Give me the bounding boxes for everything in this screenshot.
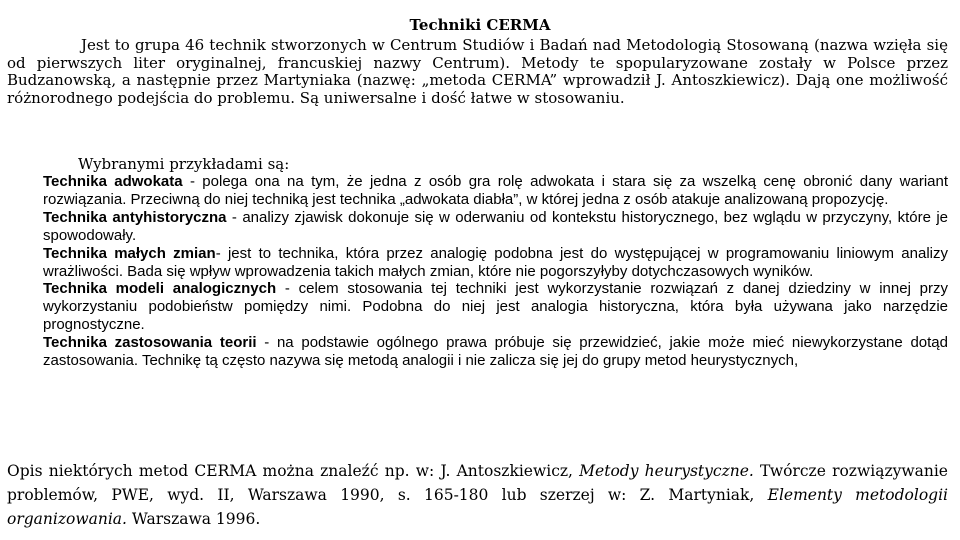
technique-name: Technika małych zmian <box>43 244 216 262</box>
footer-text-after: Warszawa 1996. <box>126 510 261 528</box>
footer-note <box>7 459 948 531</box>
footer-text-before: Opis niektórych metod CERMA można znaleźć np. w: J. Antoszkiewicz, <box>7 462 580 480</box>
technique-name: Technika modeli analogicznych <box>43 280 277 298</box>
examples-lead: Wybranymi przykładami są: <box>78 155 290 173</box>
intro-paragraph: Jest to grupa 46 technik stworzonych w Centrum Studiów i Badań nad Metodologią Stosowaną (nazwa wzięła się od pierwszych liter oryginalnej, francuskiej nazwy Centrum). Metody te spopularyzowane zostały w Polsce przez Budzanowską, a następnie przez Martyniaka (nazwę: „metoda CERMA” wprowadził J. Antoszkiewicz). Dają one możliwość różnorodnego podejścia do problemu. Są uniwersalne i dość łatwe w stosowaniu. <box>7 36 948 107</box>
techniques-list <box>43 173 948 370</box>
technique-description: - jest to technika, która przez analogię podobna jest do występującej w programowaniu liniowym analizy wrażliwości. Bada się wpływ wprowadzenia takich małych zmian, które nie pogorszyłyby dotychczasowych wyników. <box>43 244 948 280</box>
technique-description: - na podstawie ogólnego prawa próbuje się przewidzieć, jakie może mieć niewykorzystane dotąd zastosowania. Technikę tą często nazywa się metodą analogii i nie zalicza się jej do grupy metod heurystycznych, <box>43 334 948 370</box>
document-title: Techniki CERMA <box>409 16 551 34</box>
technique-item <box>43 245 948 281</box>
technique-item <box>43 173 948 209</box>
technique-item <box>43 334 948 370</box>
technique-description: - celem stosowania tej techniki jest wykorzystanie rozwiązań z danej dziedziny w innej przy wykorzystaniu podobieństw pomiędzy nimi. Podobna do niej jest analogia historyczna, która była używana jako narzędzie prognostyczne. <box>43 280 948 334</box>
footer-book-title-2: Elementy metodologii organizowania. <box>7 486 948 528</box>
footer-text-middle: Twórcze rozwiązywanie problemów, PWE, wyd. II, Warszawa 1990, s. 165-180 lub szerzej w: Z. Martyniak, <box>7 462 948 504</box>
technique-item <box>43 280 948 334</box>
technique-item <box>43 209 948 245</box>
footer-book-title-1: Metody heurystyczne. <box>579 462 754 480</box>
technique-name: Technika adwokata <box>43 173 183 190</box>
technique-name: Technika antyhistoryczna <box>43 208 227 226</box>
technique-description: - polega ona na tym, że jedna z osób gra rolę adwokata i stara się za wszelką cenę obronić dany wariant rozwiązania. Przeciwną do niej techniką jest technika „adwokata diabła”, w której jedna z osób atakuje analizowaną propozycję. <box>43 173 949 208</box>
technique-description: - analizy zjawisk dokonuje się w oderwaniu od kontekstu historycznego, bez wglądu w przyczyny, które je spowodowały. <box>43 208 948 244</box>
technique-name: Technika zastosowania teorii <box>43 334 257 352</box>
